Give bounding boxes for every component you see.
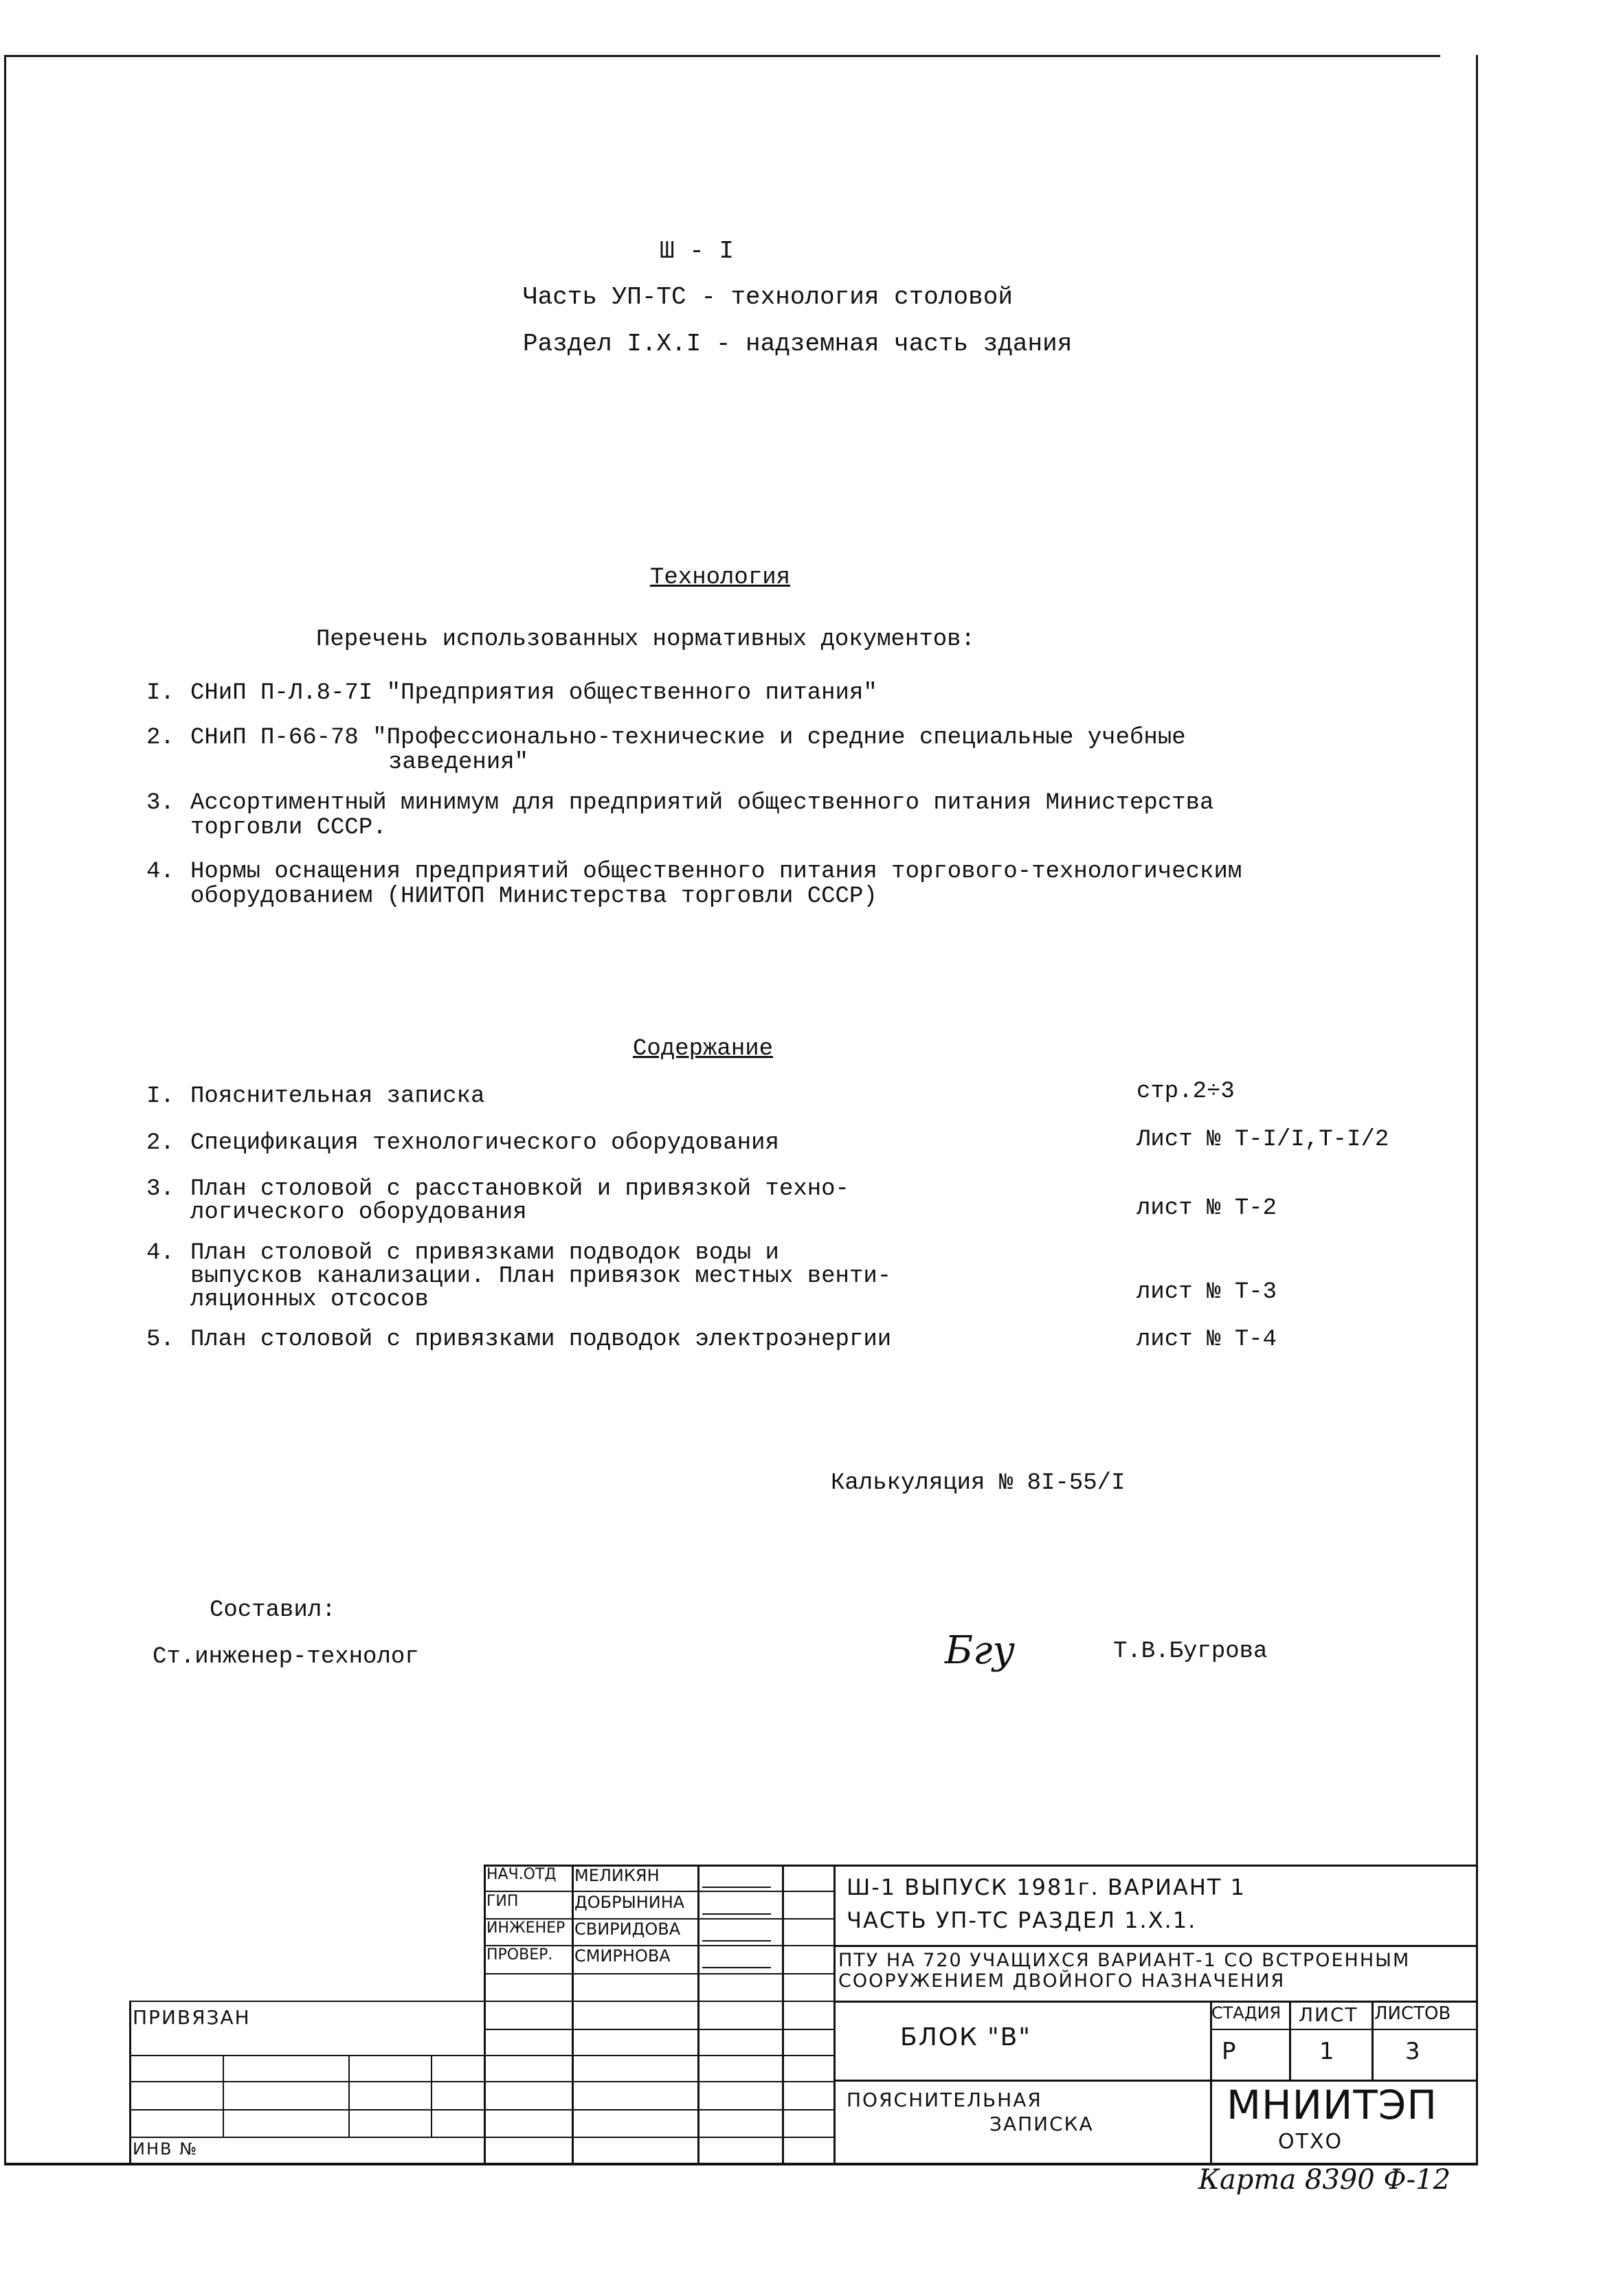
stamp-rule bbox=[572, 1865, 574, 2165]
contents-sheet-ref: лист № Т-4 bbox=[1137, 1327, 1277, 1353]
frame-top bbox=[4, 55, 1440, 57]
norm-number: I. bbox=[146, 680, 175, 706]
stamp-role: НАЧ.ОТД bbox=[486, 1866, 557, 1883]
stamp-role: ГИП bbox=[486, 1893, 519, 1910]
stamp-line1: Ш-1 ВЫПУСК 1981г. ВАРИАНТ 1 bbox=[847, 1874, 1246, 1900]
calculation-number: Калькуляция № 8I-55/I bbox=[831, 1470, 1126, 1496]
contents-number: 2. bbox=[146, 1130, 175, 1156]
stamp-person-name: ДОБРЫНИНА bbox=[574, 1893, 685, 1912]
section-title: Раздел I.X.I - надземная часть здания bbox=[523, 330, 1073, 358]
stamp-signature-icon bbox=[702, 1920, 771, 1942]
norm-number: 4. bbox=[146, 859, 175, 885]
stamp-signature-icon bbox=[702, 1946, 771, 1968]
stamp-sheet-label: ЛИСТ bbox=[1299, 2003, 1358, 2026]
stamp-rule bbox=[1210, 2001, 1212, 2165]
contents-text: План столовой с привязками подводок электроэнергии bbox=[190, 1327, 892, 1353]
author-label: Составил: bbox=[210, 1597, 336, 1623]
stamp-sheets: 3 bbox=[1405, 2038, 1422, 2065]
stamp-inv: ИНВ № bbox=[133, 2139, 199, 2159]
norm-number: 2. bbox=[146, 725, 175, 751]
stamp-rule bbox=[484, 2137, 833, 2138]
stamp-rule bbox=[348, 2055, 350, 2137]
stamp-rule bbox=[1372, 2001, 1374, 2080]
contents-sheet-ref: лист № Т-2 bbox=[1137, 1195, 1277, 1222]
norm-number: 3. bbox=[146, 790, 175, 816]
stamp-rule bbox=[129, 2001, 484, 2002]
contents-number: I. bbox=[146, 1083, 175, 1110]
author-signature: Бгу bbox=[945, 1628, 1015, 1673]
stamp-sheet: 1 bbox=[1319, 2038, 1336, 2065]
contents-text: План столовой с привязками подводок воды и bbox=[190, 1240, 779, 1266]
stamp-rule bbox=[484, 2081, 833, 2082]
stamp-stage: Р bbox=[1222, 2038, 1238, 2065]
stamp-rule bbox=[484, 1973, 833, 1974]
contents-text: выпусков канализации. План привязок местных венти- bbox=[190, 1263, 892, 1290]
stamp-rule bbox=[129, 2001, 131, 2165]
contents-text: Спецификация технологического оборудования bbox=[190, 1130, 779, 1156]
stamp-rule bbox=[782, 1865, 784, 2165]
stamp-rule bbox=[484, 1865, 486, 2165]
stamp-rule bbox=[431, 2055, 432, 2137]
contents-heading: Содержание bbox=[633, 1036, 774, 1062]
stamp-rule bbox=[484, 1891, 833, 1892]
stamp-doc2: ЗАПИСКА bbox=[989, 2113, 1094, 2135]
stamp-rule bbox=[484, 2055, 833, 2056]
technology-heading: Технология bbox=[650, 565, 791, 591]
stamp-signature-icon bbox=[702, 1866, 771, 1888]
stamp-rule bbox=[1210, 2029, 1477, 2030]
contents-number: 3. bbox=[146, 1176, 175, 1202]
series-title: Ш - I bbox=[660, 237, 735, 265]
stamp-rule bbox=[484, 2029, 833, 2030]
norm-text: СНиП П-Л.8-7I "Предприятия общественного питания" bbox=[190, 680, 877, 706]
stamp-person-name: МЕЛИКЯН bbox=[574, 1866, 660, 1885]
stamp-line2: ЧАСТЬ УП-ТС РАЗДЕЛ 1.Х.1. bbox=[847, 1907, 1197, 1933]
stamp-block: БЛОК "В" bbox=[900, 2023, 1031, 2051]
stamp-rule bbox=[129, 2137, 484, 2138]
archive-card-note: Карта 8390 Ф-12 bbox=[1198, 2164, 1451, 2196]
author-name: Т.В.Бугрова bbox=[1113, 1639, 1268, 1665]
stamp-doc1: ПОЯСНИТЕЛЬНАЯ bbox=[847, 2089, 1042, 2111]
stamp-rule bbox=[484, 2109, 833, 2111]
norm-text: СНиП П-66-78 "Профессионально-технические и средние специальные учебные bbox=[190, 725, 1186, 751]
stamp-rule bbox=[697, 1865, 699, 2165]
stamp-stage-label: СТАДИЯ bbox=[1211, 2003, 1281, 2023]
stamp-person-name: СМИРНОВА bbox=[574, 1946, 671, 1966]
stamp-role: ИНЖЕНЕР bbox=[486, 1920, 566, 1937]
frame-right bbox=[1476, 55, 1478, 2165]
stamp-rule bbox=[1289, 2001, 1291, 2080]
stamp-sheets-label: ЛИСТОВ bbox=[1374, 2003, 1451, 2024]
contents-text: логического оборудования bbox=[190, 1200, 527, 1226]
stamp-project2: СООРУЖЕНИЕМ ДВОЙНОГО НАЗНАЧЕНИЯ bbox=[838, 1970, 1286, 1992]
norm-text: торговли СССР. bbox=[190, 815, 387, 841]
stamp-role: ПРОВЕР. bbox=[486, 1946, 553, 1963]
stamp-dept: ОТХО bbox=[1278, 2130, 1343, 2154]
frame-left bbox=[4, 55, 6, 2165]
stamp-project1: ПТУ НА 720 УЧАЩИХСЯ ВАРИАНТ-1 СО ВСТРОЕННЫМ bbox=[838, 1950, 1411, 1971]
contents-text: План столовой с расстановкой и привязкой техно- bbox=[190, 1176, 849, 1202]
stamp-org: МНИИТЭП bbox=[1227, 2082, 1437, 2128]
stamp-rule bbox=[833, 1865, 836, 2165]
stamp-signature-icon bbox=[702, 1893, 771, 1915]
part-title: Часть УП-ТС - технология столовой bbox=[523, 283, 1013, 311]
contents-text: Пояснительная записка bbox=[190, 1083, 485, 1110]
contents-number: 4. bbox=[146, 1240, 175, 1266]
norms-intro: Перечень использованных нормативных документов: bbox=[316, 627, 975, 653]
stamp-bound: ПРИВЯЗАН bbox=[133, 2006, 251, 2029]
stamp-rule bbox=[223, 2055, 224, 2137]
norm-text: Ассортиментный минимум для предприятий общественного питания Министерства bbox=[190, 790, 1214, 816]
norm-text: Нормы оснащения предприятий общественного питания торгового-технологическим bbox=[190, 859, 1242, 885]
contents-text: ляционных отсосов bbox=[190, 1287, 429, 1313]
norm-text: заведения" bbox=[388, 750, 529, 776]
stamp-person-name: СВИРИДОВА bbox=[574, 1920, 681, 1939]
contents-number: 5. bbox=[146, 1327, 175, 1353]
stamp-rule bbox=[833, 1945, 1477, 1947]
stamp-rule bbox=[484, 2001, 833, 2002]
stamp-rule bbox=[833, 2001, 1477, 2003]
author-position: Ст.инженер-технолог bbox=[153, 1644, 419, 1670]
contents-sheet-ref: лист № Т-3 bbox=[1137, 1279, 1277, 1305]
contents-sheet-ref: стр.2÷3 bbox=[1137, 1079, 1235, 1105]
contents-sheet-ref: Лист № Т-I/I,Т-I/2 bbox=[1137, 1127, 1389, 1153]
norm-text: оборудованием (НИИТОП Министерства торговли СССР) bbox=[190, 883, 877, 910]
